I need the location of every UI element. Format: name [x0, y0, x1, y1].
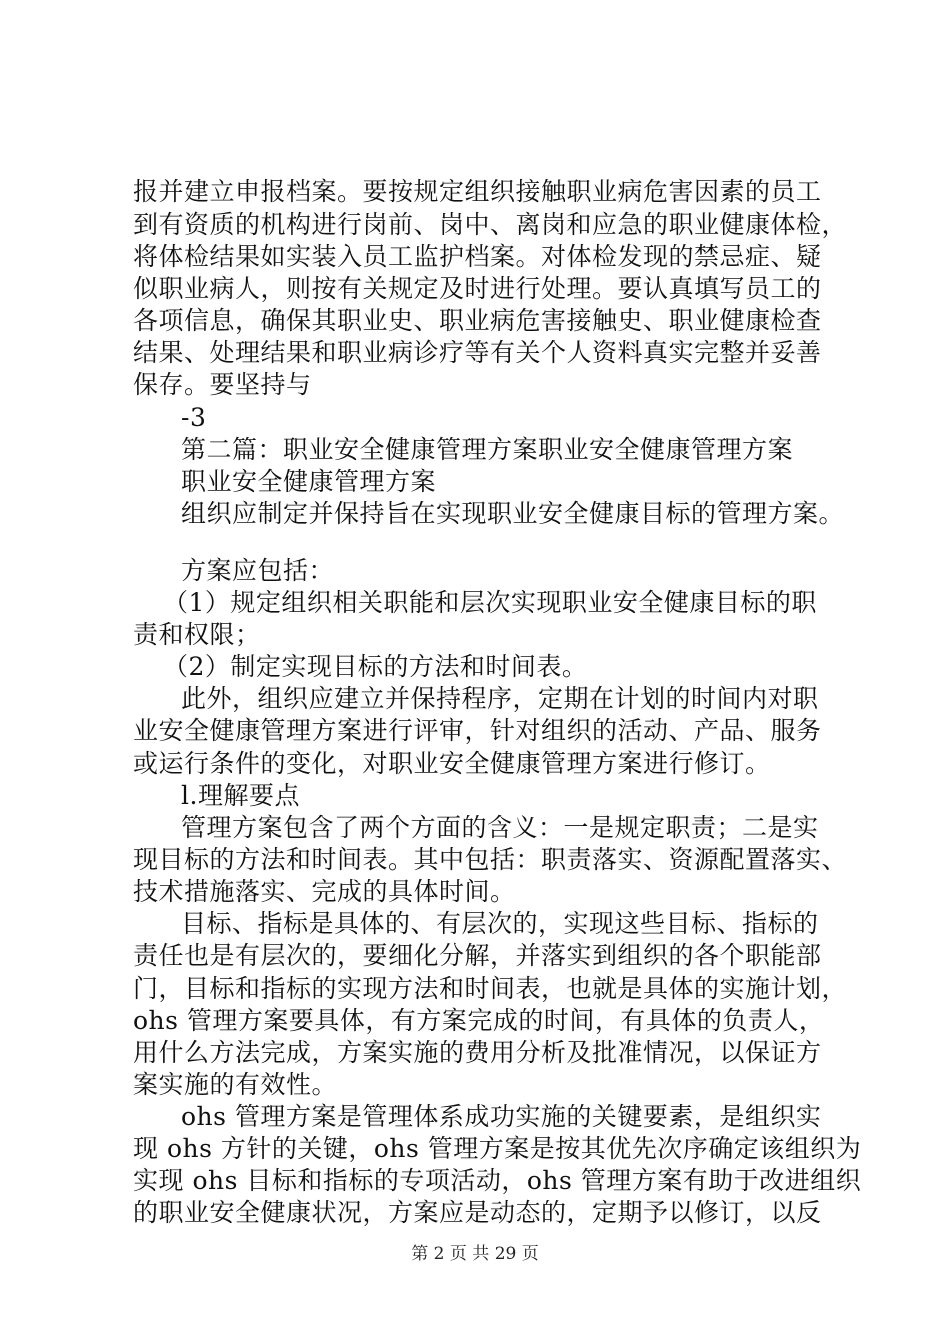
text-line: 目标、指标是具体的、有层次的，实现这些目标、指标的	[181, 909, 819, 938]
text-line: 案实施的有效性。	[133, 1070, 338, 1099]
text-line: 结果、处理结果和职业病诊疗等有关个人资料真实完整并妥善	[133, 338, 822, 367]
text-line: 保存。要坚持与	[133, 370, 312, 399]
text-line: 用什么方法完成，方案实施的费用分析及批准情况，以保证方	[133, 1038, 822, 1067]
subheading: l.理解要点	[181, 781, 300, 810]
text-line: 到有资质的机构进行岗前、岗中、离岗和应急的职业健康体检，	[133, 210, 848, 239]
text-line: 责任也是有层次的，要细化分解，并落实到组织的各个职能部	[133, 941, 822, 970]
text-line: 似职业病人，则按有关规定及时进行处理。要认真填写员工的	[133, 274, 822, 303]
section-title: 第二篇：职业安全健康管理方案职业安全健康管理方案	[181, 435, 794, 464]
text-line: 各项信息，确保其职业史、职业病危害接触史、职业健康检查	[133, 306, 822, 335]
text-line: 现目标的方法和时间表。其中包括：职责落实、资源配置落实、	[133, 845, 848, 874]
text-line: 门，目标和指标的实现方法和时间表，也就是具体的实施计划，	[133, 974, 848, 1003]
text-line: 管理方案包含了两个方面的含义：一是规定职责；二是实	[181, 813, 819, 842]
text-line: 此外，组织应建立并保持程序，定期在计划的时间内对职	[181, 684, 819, 713]
list-item: （1）规定组织相关职能和层次实现职业安全健康目标的职	[163, 588, 817, 617]
list-item: （2）制定实现目标的方法和时间表。	[163, 652, 588, 681]
text-line: 组织应制定并保持旨在实现职业安全健康目标的管理方案。	[181, 499, 845, 528]
text-line: 报并建立申报档案。要按规定组织接触职业病危害因素的员工	[133, 177, 822, 206]
page-marker: -3	[181, 403, 207, 432]
page-number-footer: 第 2 页 共 29 页	[411, 1244, 539, 1264]
section-subtitle: 职业安全健康管理方案	[181, 467, 437, 496]
text-line: 责和权限；	[133, 620, 261, 649]
text-line: ohs 管理方案是管理体系成功实施的关键要素，是组织实	[181, 1102, 822, 1131]
text-line: 实现 ohs 目标和指标的专项活动，ohs 管理方案有助于改进组织	[133, 1166, 862, 1195]
text-line: 现 ohs 方针的关键，ohs 管理方案是按其优先次序确定该组织为	[133, 1134, 862, 1163]
text-line: ohs 管理方案要具体，有方案完成的时间，有具体的负责人，	[133, 1006, 825, 1035]
text-line: 或运行条件的变化，对职业安全健康管理方案进行修订。	[133, 749, 771, 778]
text-line: 的职业安全健康状况，方案应是动态的，定期予以修订，以反	[133, 1198, 822, 1227]
text-line: 业安全健康管理方案进行评审，针对组织的活动、产品、服务	[133, 716, 822, 745]
text-line: 方案应包括：	[181, 556, 335, 585]
text-line: 技术措施落实、完成的具体时间。	[133, 877, 516, 906]
text-line: 将体检结果如实装入员工监护档案。对体检发现的禁忌症、疑	[133, 242, 822, 271]
